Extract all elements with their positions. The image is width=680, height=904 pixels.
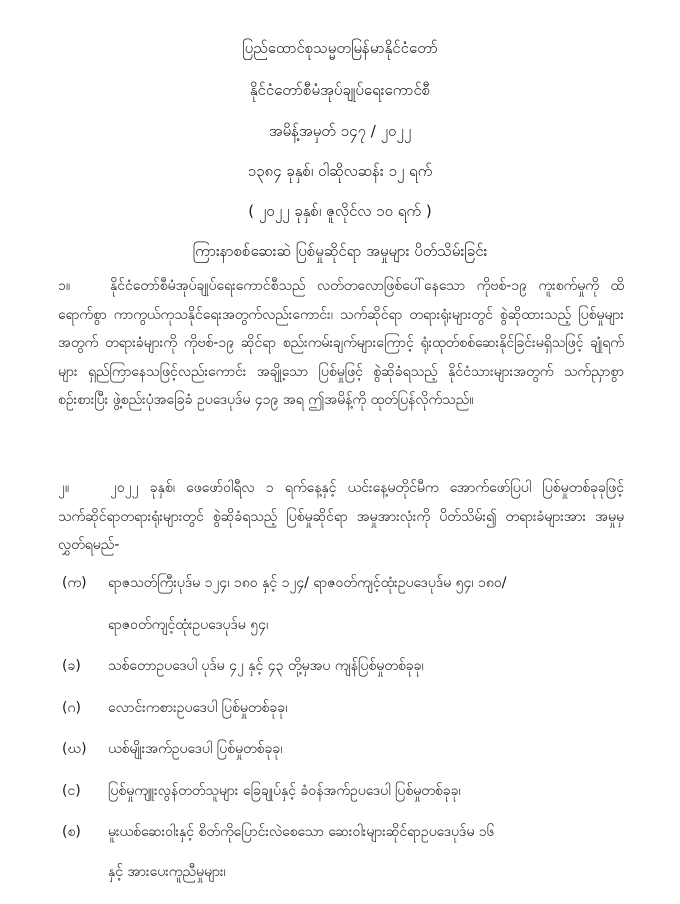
myanmar-date: ၁၃၈၄ ခုနှစ်၊ ဝါဆိုလဆန်း ၁၂ ရက် <box>247 162 433 180</box>
paragraph-2-number: ၂။ <box>58 480 70 496</box>
gregorian-date: ( ၂၀၂၂ ခုနှစ်၊ ဇူလိုင်လ ၁၀ ရက် ) <box>248 202 432 220</box>
paragraph-2-text: ၂၀၂၂ ခုနှစ်၊ ဖေဖော်ဝါရီလ ၁ ရက်နေ့နှင့် ယင်းနေ့မတိုင်မီက အောက်ဖော်ပြပါ ပြစ်မှုတစ်ခုခုဖြင့် သက်ဆိုင်ရာတရားရုံးများတွင် စွဲဆိုခံရသည့် ပြစ်မှုဆိုင်ရာ အမှုအားလုံးကို ပိတ်သိမ်း၍ တရားခံများအား အမှုမှ လွှတ်ရမည်- <box>58 480 624 553</box>
list-item-continuation: ရာဇဝတ်ကျင့်ထုံးဥပဒေပုဒ်မ ၅၄၊ <box>108 617 269 633</box>
list-item-text: ပြစ်မှုကျူးလွန်တတ်သူများ ခြေချုပ်နှင့် ခံဝန်အက်ဥပဒေပါ ပြစ်မှုတစ်ခုခု၊ <box>108 783 461 799</box>
list-item <box>62 656 632 676</box>
list-item-text: သစ်တောဥပဒေပါ ပုဒ်မ ၄၂ နှင့် ၄၃ တို့မှအပ ကျန်ပြစ်မှုတစ်ခုခု၊ <box>108 658 424 674</box>
paragraph-1-text: နိုင်ငံတော်စီမံအုပ်ချုပ်ရေးကောင်စီသည် လတ်တလောဖြစ်ပေါ်နေသော ကိုဗစ်-၁၉ ကူးစက်မှုကို ထိရောက်စွာ ကာကွယ်ကုသနိုင်ရေးအတွက်လည်းကောင်း၊ သက်ဆိုင်ရာ တရားရုံးများတွင် စွဲဆိုထားသည့် ပြစ်မှုများအတွက် တရားခံများကို ကိုဗစ်-၁၉ ဆိုင်ရာ စည်းကမ်းချက်များကြောင့် ရုံးထုတ်စစ်ဆေးနိုင်ခြင်းမရှိသဖြင့် ချုံရက်များ ရှည်ကြာနေသဖြင့်လည်းကောင်း အချို့သော ပြစ်မှုဖြင့် စွဲဆိုခံရသည့် နိုင်ငံသားများအတွက် သက်ညှာစွာ စဉ်းစားပြီး ဖွဲ့စည်းပုံအခြေခံ ဥပဒေပုဒ်မ ၄၁၉ အရ ဤအမိန့်ကို ထုတ်ပြန်လိုက်သည်။ <box>58 278 624 408</box>
paragraph-1-number: ၁။ <box>58 278 71 294</box>
list-item-continuation: နှင့် အားပေးကူညီမှုများ၊ <box>108 864 226 880</box>
list-item-text: ယစ်မျိုးအက်ဥပဒေပါ ပြစ်မှုတစ်ခုခု၊ <box>108 741 283 757</box>
list-item-marker: (ဂ) <box>62 700 81 716</box>
list-item-marker: (ဃ) <box>62 741 87 757</box>
council-name: နိုင်ငံတော်စီမံအုပ်ချုပ်ရေးကောင်စီ <box>249 81 431 99</box>
list-item-text: မူးယစ်ဆေးဝါးနှင့် စိတ်ကိုပြောင်းလဲစေသော ဆေးဝါးများဆိုင်ရာဥပဒေပုဒ်မ ၁၆ <box>108 824 495 840</box>
list-item-text: ရာဇသတ်ကြီးပုဒ်မ ၁၂၄၊ ၁၈၀ နှင့် ၁၂၄/ ရာဇဝတ်ကျင့်ထုံးဥပဒေပုဒ်မ ၅၄၊ ၁၈၀/ <box>108 575 507 591</box>
list-item-marker: (စ) <box>62 824 81 840</box>
list-item <box>62 573 632 593</box>
document-title: ကြားနာစစ်ဆေးဆဲ ပြစ်မှုဆိုင်ရာ အမှုများ ပိတ်သိမ်းခြင်း <box>192 242 488 260</box>
list-item <box>62 781 632 801</box>
list-item <box>62 739 632 759</box>
list-item-marker: (င) <box>62 783 81 799</box>
list-item <box>62 698 632 718</box>
list-item-marker: (က) <box>62 575 87 591</box>
order-number: အမိန့်အမှတ် ၁၄၇ / ၂၀၂၂ <box>268 122 412 140</box>
list-item-text: လောင်းကစားဥပဒေပါ ပြစ်မှုတစ်ခုခု၊ <box>108 700 288 716</box>
list-item-marker: (ခ) <box>62 658 81 674</box>
country-name: ပြည်ထောင်စုသမ္မတမြန်မာနိုင်ငံတော် <box>242 39 438 57</box>
paragraph-1 <box>58 272 624 472</box>
list-item <box>62 822 632 842</box>
